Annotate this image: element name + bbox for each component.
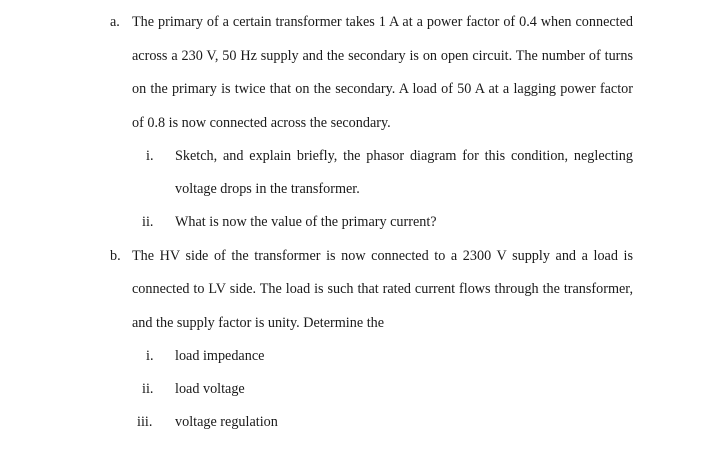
question-a-subitem-i-marker: i. bbox=[146, 148, 154, 164]
question-b-line-3: and the supply factor is unity. Determine the bbox=[132, 315, 385, 331]
question-b-subitem-i-line-1: load impedance bbox=[175, 348, 265, 364]
question-b-subitem-iii-marker: iii. bbox=[137, 414, 153, 430]
question-b-subitem-i-marker: i. bbox=[146, 348, 154, 364]
question-b-subitem-ii-marker: ii. bbox=[142, 381, 154, 397]
question-a-subitem-ii-marker: ii. bbox=[142, 214, 154, 230]
question-a-subitem-ii-line-1: What is now the value of the primary current? bbox=[175, 214, 437, 230]
question-b-line-2: connected to LV side. The load is such that rated current flows through the transformer, bbox=[132, 281, 633, 297]
question-a-subitem-i-line-1: Sketch, and explain briefly, the phasor diagram for this condition, neglecting bbox=[175, 148, 633, 164]
question-a-line-2: across a 230 V, 50 Hz supply and the secondary is on open circuit. The number of turns bbox=[132, 48, 633, 64]
question-a-marker: a. bbox=[110, 14, 120, 30]
question-a-line-4: of 0.8 is now connected across the secondary. bbox=[132, 115, 391, 131]
question-a-line-1: The primary of a certain transformer takes 1 A at a power factor of 0.4 when connected bbox=[132, 14, 633, 30]
question-a-line-3: on the primary is twice that on the secondary. A load of 50 A at a lagging power factor bbox=[132, 81, 633, 97]
question-b-subitem-ii-line-1: load voltage bbox=[175, 381, 245, 397]
question-b-marker: b. bbox=[110, 248, 121, 264]
question-a-subitem-i-line-2: voltage drops in the transformer. bbox=[175, 181, 360, 197]
question-b-line-1: The HV side of the transformer is now connected to a 2300 V supply and a load is bbox=[132, 248, 633, 264]
question-b-subitem-iii-line-1: voltage regulation bbox=[175, 414, 278, 430]
